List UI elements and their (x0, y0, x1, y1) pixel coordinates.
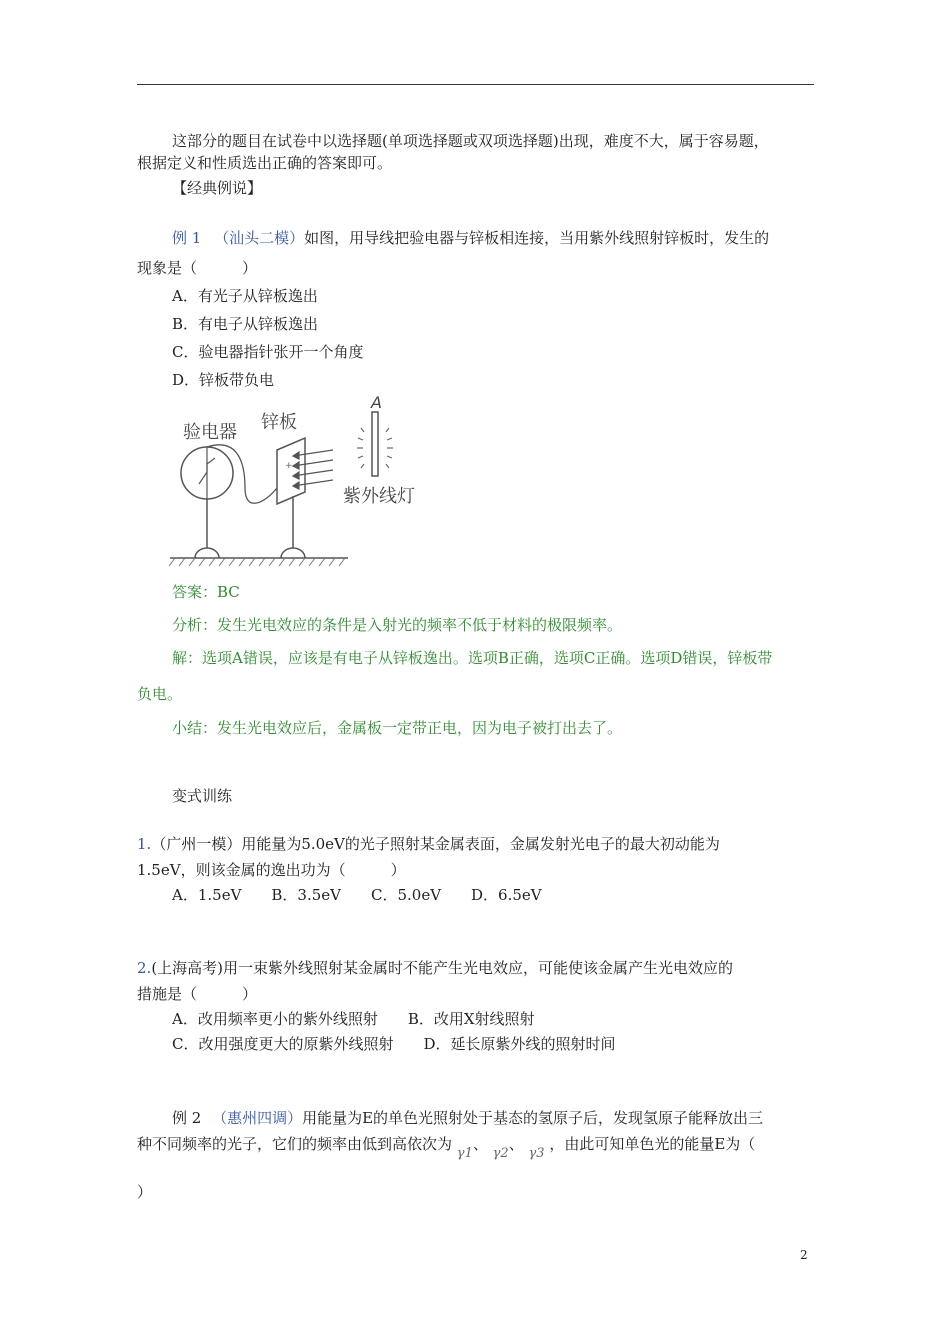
photoelectric-figure (165, 388, 435, 568)
q1-line-1 (137, 834, 720, 854)
electroscope-base (195, 548, 219, 558)
ground-hatch (169, 558, 345, 566)
example1-question-line-2: 现象是（ ） (137, 259, 258, 277)
example2-label: 例 2 (172, 1109, 202, 1127)
example1-option-d: D．锌板带负电 (172, 371, 275, 389)
gamma-1: γ1 (456, 1146, 473, 1161)
page-number: 2 (800, 1248, 808, 1262)
example2-text: 用能量为E的单色光照射处于基态的氢原子后，发现氢原子能释放出三 (302, 1109, 764, 1127)
lamp-glow (357, 428, 393, 468)
q2-line-2: 措施是（ ） (137, 985, 258, 1003)
example2-line-2b: ，由此可知单色光的能量E为（ (549, 1135, 756, 1153)
gamma-2: γ2 (492, 1146, 509, 1161)
example1-answer: 答案：BC (172, 583, 240, 601)
q2-options-line-2: C．改用强度更大的原紫外线照射 D．延长原紫外线的照射时间 (172, 1035, 616, 1053)
q1-options: A．1.5eV B．3.5eV C．5.0eV D．6.5eV (172, 886, 542, 904)
example1-solution-line-2: 负电。 (137, 685, 183, 703)
example1-question-text: 如图，用导线把验电器与锌板相连接，当用紫外线照射锌板时，发生的 (304, 229, 770, 247)
q1-text: （广州一模）用能量为5.0eV的光子照射某金属表面，金属发射光电子的最大初动能为 (151, 835, 720, 853)
example1-source: （汕头二模） (214, 229, 305, 247)
example2-line-2a: 种不同频率的光子，它们的频率由低到高依次为 (137, 1135, 453, 1153)
example1-label: 例 1 (172, 229, 202, 247)
plus-sign: + (285, 461, 293, 471)
example1-question-line-1 (172, 228, 769, 248)
q2-number: 2. (137, 959, 152, 977)
zinc-plate (277, 438, 305, 504)
separator-1: 、 (472, 1135, 488, 1153)
intro-line-1: 这部分的题目在试卷中以选择题(单项选择题或双项选择题)出现，难度不大，属于容易题， (172, 132, 769, 150)
example1-option-a: A．有光子从锌板逸出 (172, 287, 318, 305)
lamp-letter: A (371, 393, 382, 412)
lamp-label: 紫外线灯 (343, 486, 415, 507)
uv-rays (293, 450, 333, 489)
uv-lamp (372, 412, 378, 476)
variant-heading: 变式训练 (172, 787, 233, 805)
example2-line-2 (137, 1134, 756, 1161)
example1-solution-line-1: 解：选项A错误，应该是有电子从锌板逸出。选项B正确，选项C正确。选项D错误，锌板带 (172, 649, 773, 667)
connecting-wire (207, 445, 277, 503)
q2-options-line-1: A．改用频率更小的紫外线照射 B．改用X射线照射 (172, 1010, 535, 1028)
example2-line-3: ） (137, 1183, 153, 1201)
header-rule (137, 84, 814, 85)
example1-summary: 小结：发生光电效应后，金属板一定带正电，因为电子被打出去了。 (172, 719, 623, 737)
q2-line-1 (137, 958, 733, 978)
example2-line-1 (172, 1108, 763, 1128)
example2-source: （惠州四调） (212, 1109, 303, 1127)
zinc-plate-base (281, 548, 305, 558)
intro-line-2: 根据定义和性质选出正确的答案即可。 (137, 154, 393, 172)
separator-2: 、 (508, 1135, 524, 1153)
example1-option-b: B．有电子从锌板逸出 (172, 315, 319, 333)
example1-analysis: 分析：发生光电效应的条件是入射光的频率不低于材料的极限频率。 (172, 616, 623, 634)
electroscope-label: 验电器 (183, 422, 237, 443)
section-heading: 【经典例说】 (172, 179, 263, 197)
q2-text: (上海高考)用一束紫外线照射某金属时不能产生光电效应，可能使该金属产生光电效应的 (151, 959, 734, 977)
zinc-plate-label: 锌板 (261, 412, 297, 433)
example1-option-c: C．验电器指针张开一个角度 (172, 343, 364, 361)
q1-number: 1. (137, 835, 152, 853)
gamma-3: γ3 (528, 1146, 545, 1161)
q1-line-2: 1.5eV，则该金属的逸出功为（ ） (137, 861, 406, 879)
